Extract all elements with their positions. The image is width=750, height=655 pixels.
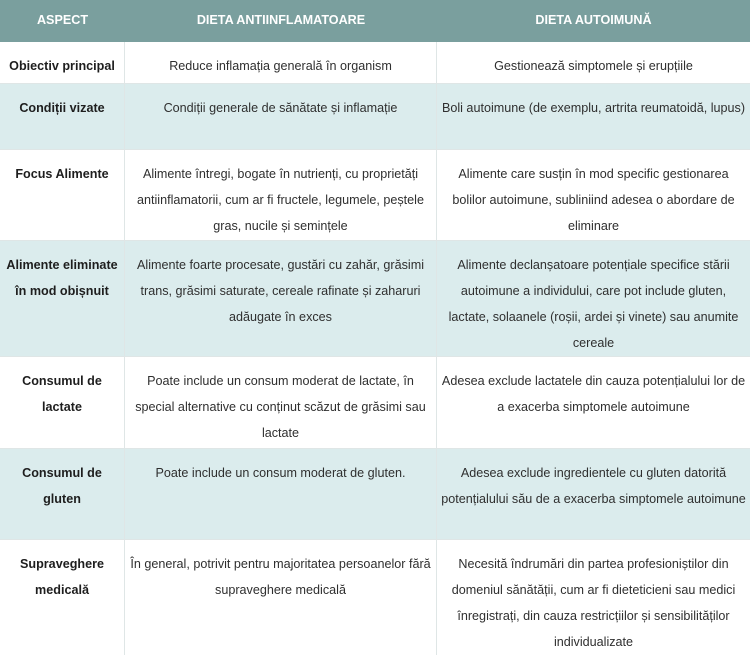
table-row bbox=[0, 42, 750, 84]
table-row bbox=[0, 84, 750, 150]
row-anti-cell: Poate include un consum moderat de lactate, în special alternative cu conținut scăzut de grăsimi sau lactate bbox=[125, 357, 437, 448]
row-anti-cell: Poate include un consum moderat de gluten. bbox=[125, 449, 437, 539]
row-auto-cell: Boli autoimune (de exemplu, artrita reumatoidă, lupus) bbox=[441, 101, 746, 115]
row-aspect-cell: Supraveghere medicală bbox=[0, 540, 125, 655]
row-anti-cell: Alimente întregi, bogate în nutrienți, cu proprietăți antiinflamatorii, cum ar fi fructele, legumele, peștele gras, nucile și semințele bbox=[125, 150, 437, 240]
row-auto-cell: Necesită îndrumări din partea profesioniștilor din domeniul sănătății, cum ar fi dieteticieni sau medici înregistrați, din cauza restricțiilor și sensibilităților individualizate bbox=[451, 557, 736, 649]
row-aspect-cell: Alimente eliminate în mod obișnuit bbox=[0, 241, 125, 356]
header-autoimmune-diet: DIETA AUTOIMUNĂ bbox=[535, 13, 652, 27]
table-row bbox=[0, 150, 750, 241]
row-auto-cell: Alimente declanșatoare potențiale specifice stării autoimune a individului, care pot include gluten, lactate, solaanele (roșii, ardei și vinete) sau anumite cereale bbox=[448, 258, 739, 350]
table-row bbox=[0, 449, 750, 540]
row-anti-cell: În general, potrivit pentru majoritatea persoanelor fără supraveghere medicală bbox=[125, 540, 437, 655]
header-anti-inflammatory-diet: DIETA ANTIINFLAMATOARE bbox=[196, 13, 366, 27]
row-aspect-cell: Condiții vizate bbox=[0, 84, 125, 149]
row-aspect-cell: Consumul de gluten bbox=[0, 449, 125, 539]
table-row bbox=[0, 540, 750, 655]
table-row bbox=[0, 241, 750, 357]
row-anti-cell: Reduce inflamația generală în organism bbox=[125, 42, 437, 83]
row-auto-cell: Adesea exclude ingredientele cu gluten datorită potențialului său de a exacerba simptomele autoimune bbox=[441, 466, 746, 506]
header-aspect: ASPECT bbox=[36, 13, 89, 27]
row-aspect-cell: Focus Alimente bbox=[0, 150, 125, 240]
row-auto-cell: Gestionează simptomele și erupțiile bbox=[494, 59, 693, 73]
row-aspect-cell: Consumul de lactate bbox=[0, 357, 125, 448]
table-header-row bbox=[0, 0, 750, 42]
row-anti-cell: Condiții generale de sănătate și inflamație bbox=[125, 84, 437, 149]
row-auto-cell: Adesea exclude lactatele din cauza potențialului lor de a exacerba simptomele autoimune bbox=[441, 374, 746, 414]
table-row bbox=[0, 357, 750, 449]
row-aspect-cell: Obiectiv principal bbox=[0, 42, 125, 83]
row-anti-cell: Alimente foarte procesate, gustări cu zahăr, grăsimi trans, grăsimi saturate, cereale rafinate și zaharuri adăugate în exces bbox=[125, 241, 437, 356]
row-auto-cell: Alimente care susțin în mod specific gestionarea bolilor autoimune, subliniind adesea o abordare de eliminare bbox=[452, 167, 735, 233]
